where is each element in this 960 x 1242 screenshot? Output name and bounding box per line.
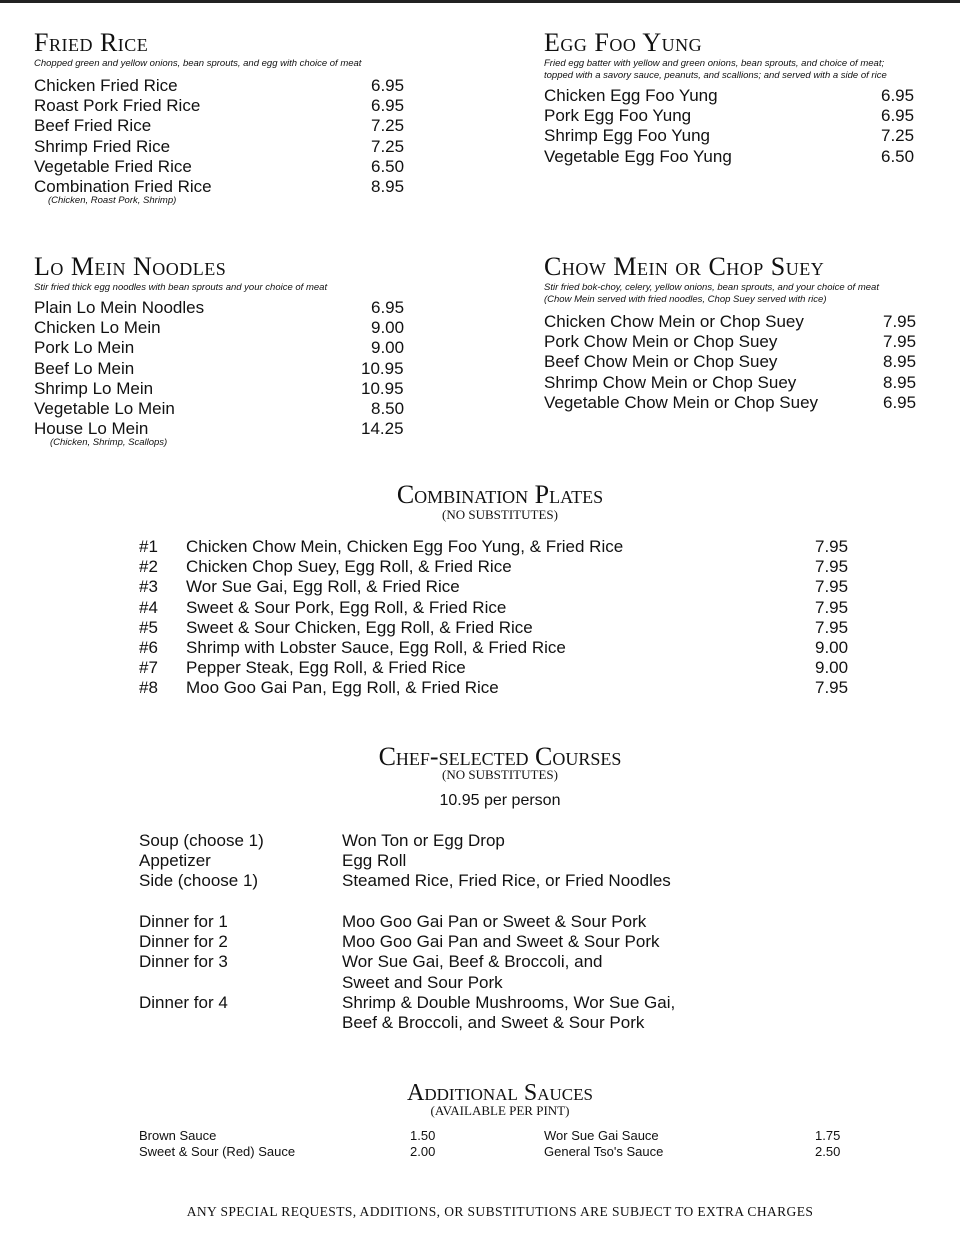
sauce-names-left xyxy=(139,1128,295,1160)
item-price: 6.95 xyxy=(881,106,915,126)
item-name: Chicken Chow Mein, Chicken Egg Foo Yung, & Fried Rice xyxy=(186,537,624,556)
combination-title: Combination Plates xyxy=(396,480,604,509)
combo-number: #5 xyxy=(139,617,158,637)
item-name: Shrimp Chow Mein or Chop Suey xyxy=(544,372,797,392)
chef-price: 10.95 per person xyxy=(439,792,561,809)
dinner-label: Dinner for 1 xyxy=(139,912,228,931)
combination-list xyxy=(139,537,859,699)
item-price: 6.50 xyxy=(881,146,915,166)
item-name: Vegetable Fried Rice xyxy=(34,156,192,176)
item-price: 6.95 xyxy=(883,392,917,412)
menu-item xyxy=(544,86,954,106)
sauce-name: Sweet & Sour (Red) Sauce xyxy=(139,1144,296,1159)
course-labels xyxy=(139,831,264,892)
item-name: Chicken Egg Foo Yung xyxy=(544,86,718,105)
section-description: Fried egg batter with yellow and green onions, bean sprouts, and choice of meat; xyxy=(544,58,885,69)
menu-item xyxy=(544,147,954,167)
combo-number: #2 xyxy=(139,557,158,577)
section-description: Stir fried thick egg noodles with bean sprouts and your choice of meat xyxy=(34,282,328,293)
course-label: Side (choose 1) xyxy=(139,871,259,891)
menu-item xyxy=(34,177,434,197)
item-price: 7.95 xyxy=(815,678,849,698)
item-price: 6.95 xyxy=(371,76,405,95)
item-name: Beef Chow Mein or Chop Suey xyxy=(544,352,778,372)
item-price: 7.25 xyxy=(371,116,405,136)
item-name: Plain Lo Mein Noodles xyxy=(34,298,205,317)
sauce-price: 1.50 xyxy=(410,1128,436,1143)
combo-item xyxy=(139,577,859,597)
course-value: Egg Roll xyxy=(342,851,407,871)
sauce-price: 1.75 xyxy=(815,1128,841,1143)
item-price: 7.95 xyxy=(883,332,917,352)
sauce-name: Wor Sue Gai Sauce xyxy=(544,1128,659,1143)
item-name: Pepper Steak, Egg Roll, & Fried Rice xyxy=(186,658,466,678)
sauce-names-right xyxy=(544,1128,663,1160)
menu-item xyxy=(544,332,954,352)
item-name: Vegetable Egg Foo Yung xyxy=(544,146,732,166)
section-title: Egg Foo Yung xyxy=(544,28,703,57)
item-price: 8.95 xyxy=(883,352,917,372)
menu-item xyxy=(34,379,434,399)
combo-item xyxy=(139,678,859,698)
menu-item xyxy=(34,96,434,116)
menu-item xyxy=(34,116,434,136)
menu-item xyxy=(34,318,434,338)
menu-item xyxy=(34,298,434,318)
item-price: 7.95 xyxy=(815,617,849,637)
item-price: 9.00 xyxy=(815,637,849,657)
item-price: 7.25 xyxy=(881,126,915,146)
item-price: 6.95 xyxy=(371,96,405,116)
item-name: Pork Chow Mein or Chop Suey xyxy=(544,332,778,352)
section-title: Chow Mein or Chop Suey xyxy=(544,252,825,281)
item-price: 7.25 xyxy=(371,136,405,156)
item-name: Shrimp Lo Mein xyxy=(34,378,154,398)
item-name: Chicken Lo Mein xyxy=(34,318,161,338)
section-title: Lo Mein Noodles xyxy=(34,252,227,281)
item-note: (Chicken, Shrimp, Scallops) xyxy=(50,437,168,449)
dinner-value: Wor Sue Gai, Beef & Broccoli, and xyxy=(342,952,603,972)
menu-item xyxy=(544,352,954,372)
dinner-label: Dinner for 3 xyxy=(139,952,228,972)
item-price: 8.95 xyxy=(883,372,917,392)
dinner-values xyxy=(342,912,675,1033)
item-price: 6.50 xyxy=(371,156,405,176)
section-title: Fried Rice xyxy=(34,28,149,57)
item-name: Wor Sue Gai, Egg Roll, & Fried Rice xyxy=(186,577,460,597)
sauce-price: 2.00 xyxy=(410,1144,436,1159)
item-price: 7.95 xyxy=(815,577,849,597)
combo-item xyxy=(139,638,859,658)
sauce-price: 2.50 xyxy=(815,1144,841,1159)
section-description: Stir fried bok-choy, celery, yellow onions, bean sprouts, and your choice of meat xyxy=(544,282,879,293)
menu-item xyxy=(34,359,434,379)
combo-number: #3 xyxy=(139,577,158,597)
dinner-label: Dinner for 4 xyxy=(139,992,228,1012)
item-note: (Chicken, Roast Pork, Shrimp) xyxy=(48,195,177,207)
item-price: 6.95 xyxy=(371,298,405,317)
item-name: Roast Pork Fried Rice xyxy=(34,96,201,116)
menu-item xyxy=(34,157,434,177)
menu-item xyxy=(544,373,954,393)
top-border xyxy=(0,0,960,3)
sauce-name: General Tso's Sauce xyxy=(544,1144,664,1159)
dinner-value: Moo Goo Gai Pan or Sweet & Sour Pork xyxy=(342,912,647,931)
combo-number: #1 xyxy=(139,537,158,556)
dinner-value: Sweet and Sour Pork xyxy=(342,972,503,992)
item-name: Beef Fried Rice xyxy=(34,116,152,136)
item-price: 8.95 xyxy=(371,176,405,196)
combo-item xyxy=(139,537,859,557)
dinner-value: Shrimp & Double Mushrooms, Wor Sue Gai, xyxy=(342,992,676,1012)
dinner-label: Dinner for 2 xyxy=(139,932,228,952)
sauce-name: Brown Sauce xyxy=(139,1128,217,1143)
combo-number: #7 xyxy=(139,658,158,678)
item-price: 9.00 xyxy=(815,658,849,678)
item-name: Chicken Fried Rice xyxy=(34,76,178,95)
item-price: 10.95 xyxy=(361,358,404,378)
menu-item xyxy=(34,419,434,439)
dinner-labels xyxy=(139,912,228,1013)
item-price: 7.95 xyxy=(815,597,849,617)
course-value: Won Ton or Egg Drop xyxy=(342,831,505,850)
lo-mein-section xyxy=(34,254,434,448)
sauces-note: (AVAILABLE PER PINT) xyxy=(430,1103,570,1118)
combo-number: #8 xyxy=(139,678,158,698)
fried-rice-section xyxy=(34,30,434,206)
item-name: Beef Lo Mein xyxy=(34,358,135,378)
sauces-title: Additional Sauces xyxy=(407,1080,593,1106)
item-price: 14.25 xyxy=(361,419,404,439)
combo-item xyxy=(139,598,859,618)
item-name: Combination Fried Rice xyxy=(34,176,212,196)
item-price: 10.95 xyxy=(361,378,404,398)
egg-foo-yung-section xyxy=(544,30,954,167)
section-description: (Chow Mein served with fried noodles, Chop Suey served with rice) xyxy=(544,294,827,305)
course-value: Steamed Rice, Fried Rice, or Fried Noodles xyxy=(342,871,671,891)
item-name: Shrimp with Lobster Sauce, Egg Roll, & Fried Rice xyxy=(186,637,566,657)
item-name: Sweet & Sour Pork, Egg Roll, & Fried Rice xyxy=(186,597,507,617)
item-price: 8.50 xyxy=(371,398,405,418)
combo-item xyxy=(139,658,859,678)
item-name: Moo Goo Gai Pan, Egg Roll, & Fried Rice xyxy=(186,678,499,698)
section-description: topped with a savory sauce, peanuts, and scallions; and served with a side of rice xyxy=(544,70,887,81)
menu-item xyxy=(544,126,954,146)
item-name: Pork Lo Mein xyxy=(34,338,135,358)
chef-title: Chef-selected Courses xyxy=(378,742,622,771)
menu-item xyxy=(34,338,434,358)
menu-item xyxy=(34,399,434,419)
menu-item xyxy=(544,393,954,413)
course-label: Appetizer xyxy=(139,851,211,871)
combo-number: #4 xyxy=(139,597,158,617)
item-price: 6.95 xyxy=(881,86,915,105)
item-name: Shrimp Fried Rice xyxy=(34,136,171,156)
sauce-prices-left xyxy=(410,1128,435,1160)
sauce-prices-right xyxy=(815,1128,840,1160)
item-name: Pork Egg Foo Yung xyxy=(544,106,692,126)
item-name: Vegetable Lo Mein xyxy=(34,398,175,418)
item-name: Chicken Chow Mein or Chop Suey xyxy=(544,312,804,331)
item-name: Shrimp Egg Foo Yung xyxy=(544,126,711,146)
item-name: Sweet & Sour Chicken, Egg Roll, & Fried Rice xyxy=(186,617,533,637)
item-price: 7.95 xyxy=(883,312,917,331)
dinner-value: Beef & Broccoli, and Sweet & Sour Pork xyxy=(342,1013,645,1033)
course-label: Soup (choose 1) xyxy=(139,831,264,850)
combo-number: #6 xyxy=(139,637,158,657)
chef-note: (NO SUBSTITUTES) xyxy=(442,767,558,782)
footer-notice: ANY SPECIAL REQUESTS, ADDITIONS, OR SUBSTITUTIONS ARE SUBJECT TO EXTRA CHARGES xyxy=(186,1204,814,1219)
combo-item xyxy=(139,557,859,577)
dinner-value: Moo Goo Gai Pan and Sweet & Sour Pork xyxy=(342,932,660,952)
item-price: 9.00 xyxy=(371,318,405,338)
item-price: 7.95 xyxy=(815,537,849,556)
item-name: Vegetable Chow Mein or Chop Suey xyxy=(544,392,819,412)
combo-item xyxy=(139,618,859,638)
item-name: Chicken Chop Suey, Egg Roll, & Fried Rice xyxy=(186,557,512,577)
course-values xyxy=(342,831,671,892)
menu-item xyxy=(34,76,434,96)
combination-note: (NO SUBSTITUTES) xyxy=(442,507,558,522)
item-price: 9.00 xyxy=(371,338,405,358)
item-price: 7.95 xyxy=(815,557,849,577)
menu-item xyxy=(544,312,954,332)
menu-item xyxy=(34,137,434,157)
menu-item xyxy=(544,106,954,126)
section-description: Chopped green and yellow onions, bean sprouts, and egg with choice of meat xyxy=(34,58,362,69)
item-name: House Lo Mein xyxy=(34,419,149,439)
chow-mein-section xyxy=(544,254,954,413)
